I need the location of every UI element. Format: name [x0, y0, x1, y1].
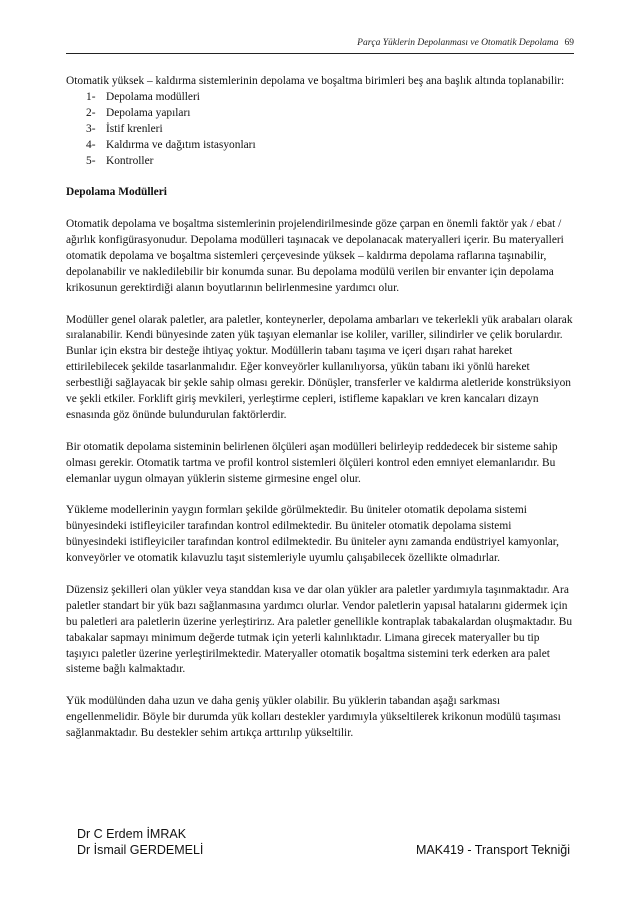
page-number: 69 [564, 38, 574, 48]
header-title: Parça Yüklerin Depolanması ve Otomatik Depolama [357, 38, 559, 48]
section-heading: Depolama Modülleri [66, 186, 167, 199]
page-body [66, 74, 574, 758]
body-paragraph: Otomatik depolama ve boşaltma sistemlerinin projelendirilmesinde göze çarpan en önemli faktör yak / ebat / ağırlık konfigürasyonudur. Depolama modülleri taşınacak ve depolanacak materyalleri içerir. Bu materyalleri otomatik depolama ve boşaltma sistemleri çerçevesinde yüksek – kaldırma depolama raflarına taşınabilir, depolanabilir ve nakledilebilir bir konumda sunar. Bu depolama modülü verilen bir envanter için depolama krikosunun gerektirdiği alanın boyutlarının belirlenmesine yardımcı olur. [66, 218, 564, 294]
body-paragraph: Düzensiz şekilleri olan yükler veya standdan kısa ve dar olan yükler ara paletler yardımıyla taşınmaktadır. Ara paletler standart bir yük bazı sağlanmasına yardımcı olurlar. Vendor paletlerin yapısal hatalarını gidermek için bu paletleri ara paletlerin üzerine yerleştirirız. Ara paletler genellikle kontraplak tabakalardan oluşmaktadır. Bu tabakalar sapmayı minimum değerde tutmak için yeterli kalınlıktadır. Limana girecek materyaller bu tip taşıyıcı paletler üzerine yerleştirilmektedir. Materyaller otomatik boşaltma sistemini terk ederken ara palet sisteme bağlı kalmaktadır. [66, 583, 573, 676]
list-item [66, 90, 574, 106]
list-item-text: Depolama yapıları [106, 106, 191, 119]
list-item-number: 4- [86, 138, 96, 151]
body-paragraph: Yük modülünden daha uzun ve daha geniş yükler olabilir. Bu yüklerin tabandan aşağı sarkması engellenmelidir. Böyle bir durumda yük kolları destekler yardımıyla yükseltilerek krikonun modülü taşıması sağlanmaktadır. Bu destekler sehim artıkça arttırılıp yükseltilir. [66, 695, 561, 740]
list-item-number: 1- [86, 90, 96, 103]
list-item [66, 138, 574, 154]
list-item-text: İstif krenleri [106, 122, 163, 135]
list-item [66, 154, 574, 170]
main-headings-list [66, 90, 574, 170]
list-item-text: Depolama modülleri [106, 90, 200, 103]
list-item-text: Kontroller [106, 154, 154, 167]
list-item-number: 5- [86, 154, 96, 167]
header-rule [66, 53, 574, 54]
list-item [66, 106, 574, 122]
list-item [66, 122, 574, 138]
footer-author-1: Dr C Erdem İMRAK [77, 827, 187, 841]
body-paragraph: Modüller genel olarak paletler, ara paletler, konteynerler, depolama ambarları ve tekerlekli yük arabaları olarak sıralanabilir. Kendi bünyesinde zaten yük taşıyan elemanlar ise koliler, variller, silindirler ve çelik borulardır. Bunlar için ekstra bir desteğe ihtiyaç yoktur. Modüllerin tabanı taşıma ve içeri dışarı rahat hareket ettirilebilecek şekilde tasarlanmalıdır. Eğer konveyörler kullanılıyorsa, yükün tabanı iki yönlü hareket serbestliği sağlayacak bir şekle sahip olması gerekir. Dönüşler, transferler ve kaldırma aletleride konstrüksiyon ve şekli etkiler. Forklift giriş mevkileri, yerleştirme cepleri, istifleme kapakları ve kren kancaları dizayn esnasında göz önünde bulundurulan faktörlerdir. [66, 313, 573, 421]
list-item-number: 3- [86, 122, 96, 135]
running-header [357, 38, 574, 48]
list-item-text: Kaldırma ve dağıtım istasyonları [106, 138, 256, 151]
body-paragraph: Yükleme modellerinin yaygın formları şekilde görülmektedir. Bu üniteler otomatik depolama sistemi bünyesindeki istifleyiciler tarafından kontrol edilmektedir. Bu üniteler otomatik depolama sistemi bünyesindeki istifleyiciler tarafından kontrol edilmektedir. Bu üniteler aynı zamanda endüstriyel kamyonlar, konveyörler ve otomatik kılavuzlu taşıt sistemleriyle uyumlu çalışabilecek özellikte olmadırlar. [66, 504, 559, 565]
footer-course: MAK419 - Transport Tekniği [415, 843, 570, 857]
page-footer [77, 826, 570, 858]
body-paragraph: Bir otomatik depolama sisteminin belirlenen ölçüleri aşan modülleri belirleyip reddedecek bir sisteme sahip olması gerekir. Otomatik tartma ve profil kontrol sistemleri ölçüleri kontrol eden emniyet elemanlarıdır. Bu elemanlar uygun olmayan yüklerin sisteme girmesine engel olur. [66, 440, 558, 485]
list-item-number: 2- [86, 106, 96, 119]
intro-paragraph: Otomatik yüksek – kaldırma sistemlerinin depolama ve boşaltma birimleri beş ana başlık altında toplanabilir: [66, 75, 565, 87]
footer-author-2: Dr İsmail GERDEMELİ [77, 843, 204, 857]
